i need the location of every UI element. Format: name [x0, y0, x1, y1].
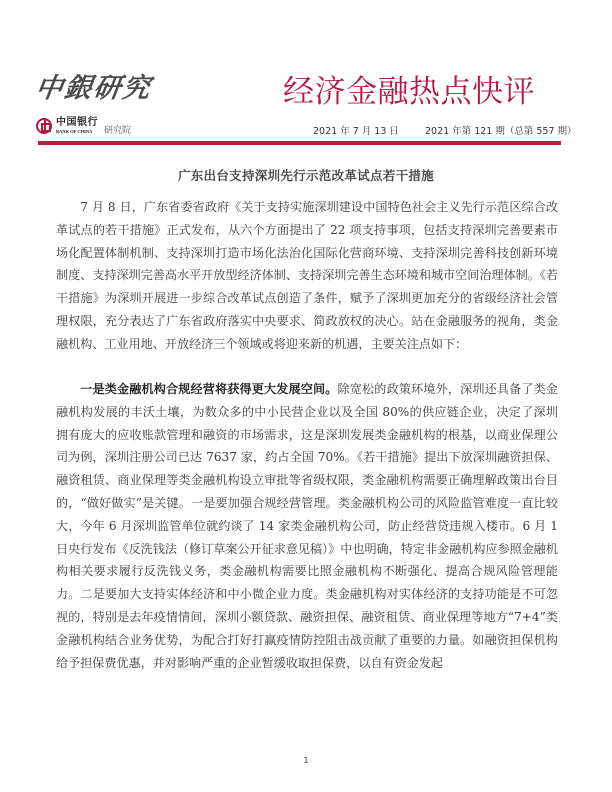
bank-of-china-logo: [36, 118, 98, 135]
paragraph-point-one: [56, 378, 558, 674]
paragraph-lead-heading: 一是类金融机构合规经营将获得更大发展空间。: [80, 382, 338, 396]
bank-of-china-emblem-icon: [36, 118, 52, 134]
bank-name-en: BANK OF CHINA: [56, 129, 93, 134]
issue-number: 2021 年第 121 期（总第 557 期）: [425, 126, 577, 137]
paragraph-intro: [56, 196, 558, 356]
page-number: 1: [303, 756, 309, 765]
article-title: 广东出台支持深圳先行示范改革试点若干措施: [177, 168, 434, 183]
header-divider: [38, 141, 561, 145]
brand-calligraphy-logo: 中銀研究: [33, 73, 154, 104]
institute-label: 研究院: [104, 126, 132, 136]
bank-name-cn: 中国银行: [56, 117, 98, 128]
publication-date: 2021 年 7 月 13 日: [313, 126, 399, 137]
paragraph-text: 除宽松的政策环境外，深圳还具备了类金融机构发展的丰沃土壤，为数众多的中小民营企业以及全国 80%的供应链企业，决定了深圳拥有庞大的应收账款管理和融资的市场需求，这是深圳发展类金融机构的根基，以商业保理公司为例，深圳注册公司已达 7637 家，约占全国 70%。《若干措施》提出下放深圳融资担保、融资租赁、商业保理等类金融机构设立审批等省级权限，类金融机构需要正确理解政策出台目的，“做好做实”是关键。一是要加强合规经营管理。类金融机构公司的风险监管难度一直比较大，今年 6 月深圳监管单位就约谈了 14 家类金融机构公司，防止经营贷违规入楼市。6 月 1 日央行发布《反洗钱法（修订草案公开征求意见稿）》中也明确，特定非金融机构应参照金融机构相关要求履行反洗钱义务，类金融机构需要比照金融机构不断强化、提高合规风险管理能力。二是要加大支持实体经济和中小微企业力度。类金融机构对实体经济的支持功能是不可忽视的，特别是去年疫情情间，深圳小额贷款、融资担保、融资租赁、商业保理等地方“7+4”类金融机构结合业务优势，为配合打好打赢疫情防控阻击战贡献了重要的力量。如融资担保机构给予担保费优惠，并对影响严重的企业暂缓收取担保费，以自有资金发起: [56, 382, 558, 670]
bank-logo-text: [56, 118, 98, 135]
report-series-title: 经济金融热点快评: [283, 74, 535, 110]
paragraph-text: 7 月 8 日，广东省委省政府《关于支持实施深圳建设中国特色社会主义先行示范区综合改革试点的若干措施》正式发布，从六个方面提出了 22 项支持事项，包括支持深圳完善要素市场化配置体制机制、支持深圳打造市场化法治化国际化营商环境、支持深圳完善科技创新环境制度、支持深圳完善高水平开放型经济体制、支持深圳完善生态环境和城市空间治理体制。《若干措施》为深圳开展进一步综合改革试点创造了条件，赋予了深圳更加充分的省级经济社会管理权限，充分表达了广东省政府落实中央要求、简政放权的决心。站在金融服务的视角，类金融机构、工业用地、开放经济三个领域或将迎来新的机遇，主要关注点如下：: [56, 200, 558, 351]
